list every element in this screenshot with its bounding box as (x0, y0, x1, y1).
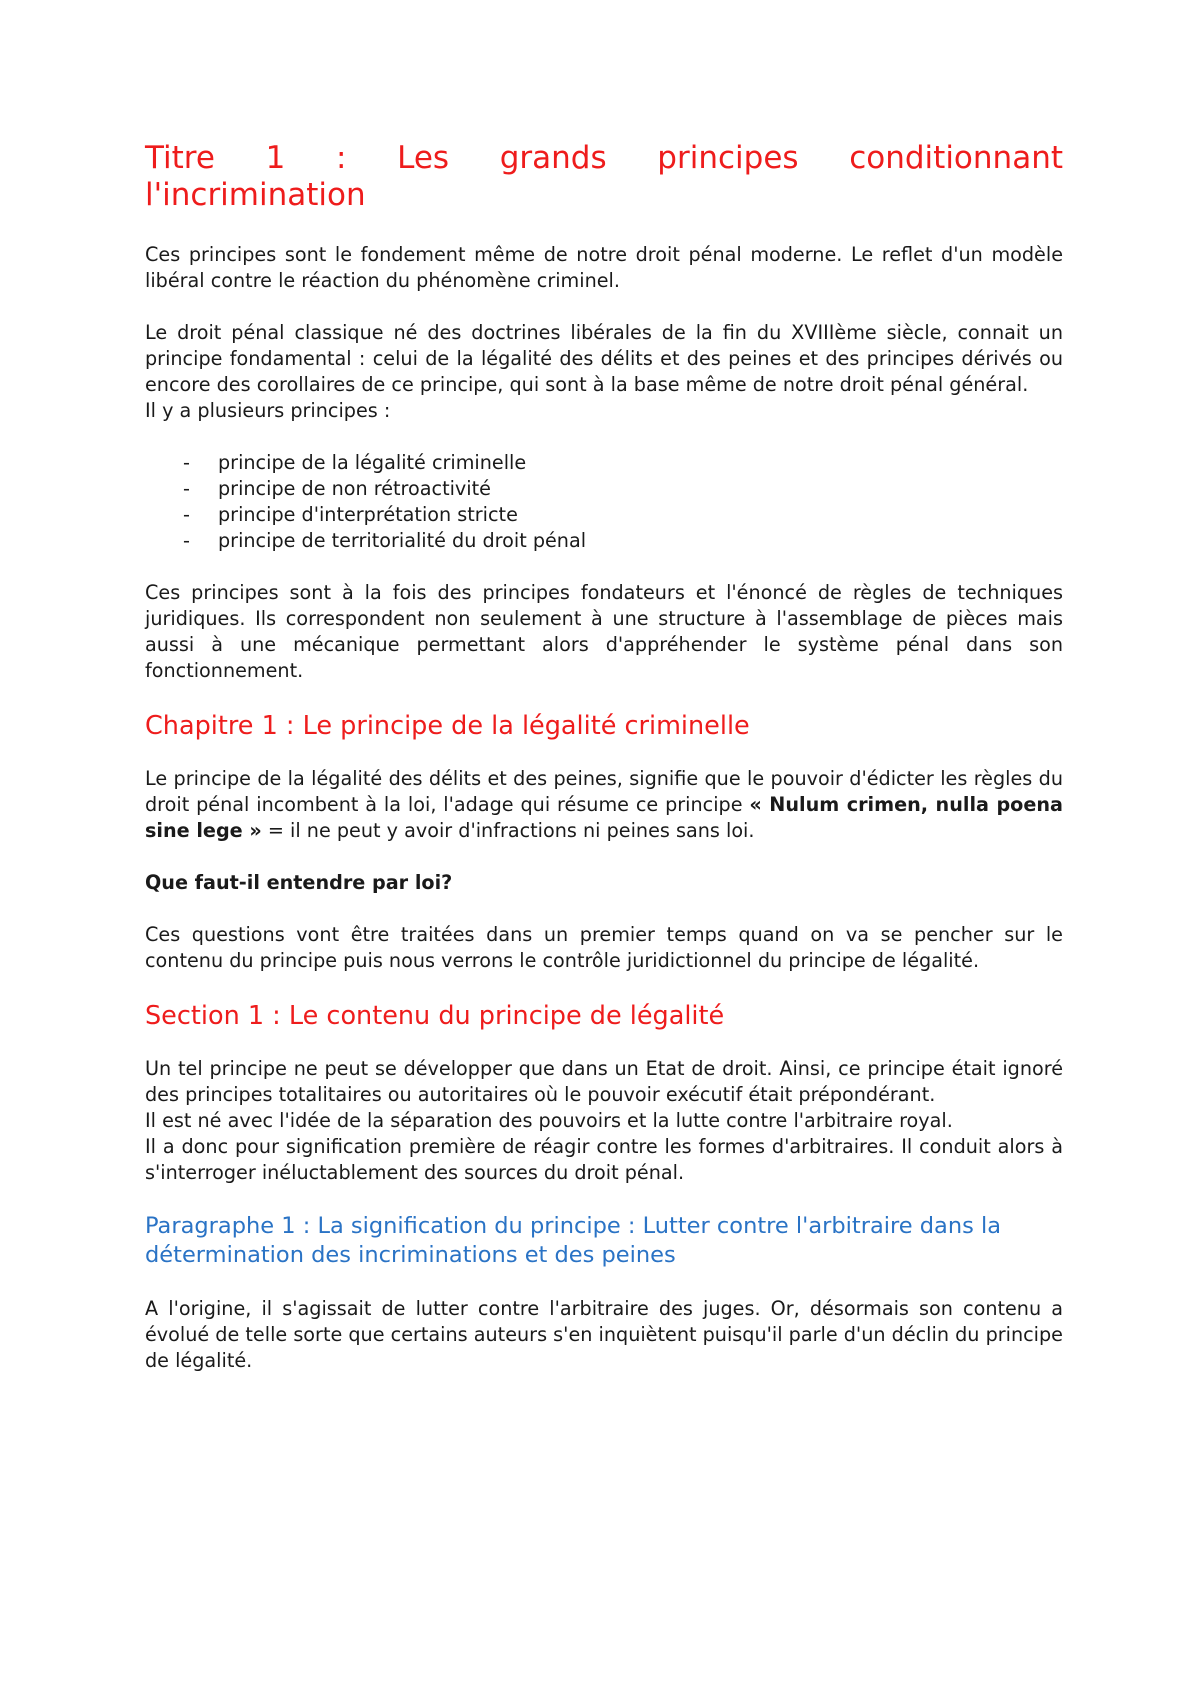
paragraph-heading: Paragraphe 1 : La signification du principe : Lutter contre l'arbitraire dans la détermination des incriminations et des peines (145, 1213, 1002, 1268)
list-item (183, 502, 1063, 528)
title-word: grands (499, 140, 607, 176)
chapter-paragraph-1-start: Le principe de la légalité des délits et des peines, signifie que le pouvoir d'édicter les règles du droit pénal incombent à la loi, l'adage qui résume ce principe (145, 767, 1063, 816)
intro-paragraph-2: Le droit pénal classique né des doctrines libérales de la fin du XVIIIème siècle, connait un principe fondamental : celui de la légalité des délits et des peines et des principes dérivés ou encore des corollaires de ce principe, qui sont à la base même de notre droit pénal général. (145, 321, 1063, 396)
title-word: 1 (265, 140, 286, 176)
list-dash: - (183, 529, 190, 552)
list-item-text: principe de territorialité du droit pénal (218, 529, 587, 552)
list-item (183, 450, 1063, 476)
intro-paragraph-3: Il y a plusieurs principes : (145, 399, 391, 422)
section-paragraph-1: Un tel principe ne peut se développer que dans un Etat de droit. Ainsi, ce principe était ignoré des principes totalitaires ou autoritaires où le pouvoir exécutif était prépondérant. (145, 1057, 1063, 1106)
principles-list (145, 450, 1063, 554)
chapter-paragraph-2: Ces questions vont être traitées dans un premier temps quand on va se pencher sur le contenu du principe puis nous verrons le contrôle juridictionnel du principe de légalité. (145, 923, 1063, 972)
chapter-paragraph-1 (145, 766, 1063, 844)
list-dash: - (183, 503, 190, 526)
intro-paragraph-1: Ces principes sont le fondement même de notre droit pénal moderne. Le reflet d'un modèle libéral contre le réaction du phénomène criminel. (145, 243, 1063, 292)
section-heading: Section 1 : Le contenu du principe de légalité (145, 1001, 725, 1031)
list-dash: - (183, 451, 190, 474)
document-title (145, 140, 1063, 214)
title-word: Les (397, 140, 450, 176)
chapter-heading: Chapitre 1 : Le principe de la légalité criminelle (145, 711, 750, 741)
latin-adage: « Nulum crimen, nulla poena sine lege » (145, 793, 1063, 842)
list-item-text: principe de non rétroactivité (218, 477, 491, 500)
title-line-1 (145, 140, 1063, 177)
intro-paragraph-4: Ces principes sont à la fois des principes fondateurs et l'énoncé de règles de techniques juridiques. Ils correspondent non seulement à une structure à l'assemblage de pièces mais aussi à une mécanique permettant alors d'appréhender le système pénal dans son fonctionnement. (145, 581, 1063, 682)
list-dash: - (183, 477, 190, 500)
section-paragraph-3: Il a donc pour signification première de réagir contre les formes d'arbitraires. Il conduit alors à s'interroger inéluctablement des sources du droit pénal. (145, 1135, 1063, 1184)
title-word: principes (657, 140, 799, 176)
list-item (183, 528, 1063, 554)
title-word: : (335, 140, 347, 176)
list-item (183, 476, 1063, 502)
paragraph-text: A l'origine, il s'agissait de lutter contre l'arbitraire des juges. Or, désormais son contenu a évolué de telle sorte que certains auteurs s'en inquiètent puisqu'il parle d'un déclin du principe de légalité. (145, 1297, 1063, 1372)
title-word: conditionnant (849, 140, 1063, 176)
chapter-paragraph-1-end: = il ne peut y avoir d'infractions ni peines sans loi. (261, 819, 755, 842)
list-item-text: principe d'interprétation stricte (218, 503, 518, 526)
section-paragraph-2: Il est né avec l'idée de la séparation des pouvoirs et la lutte contre l'arbitraire royal. (145, 1109, 953, 1132)
title-line-2: l'incrimination (145, 177, 366, 213)
list-item-text: principe de la légalité criminelle (218, 451, 527, 474)
title-word: Titre (145, 140, 215, 176)
question-heading: Que faut-il entendre par loi? (145, 871, 453, 894)
